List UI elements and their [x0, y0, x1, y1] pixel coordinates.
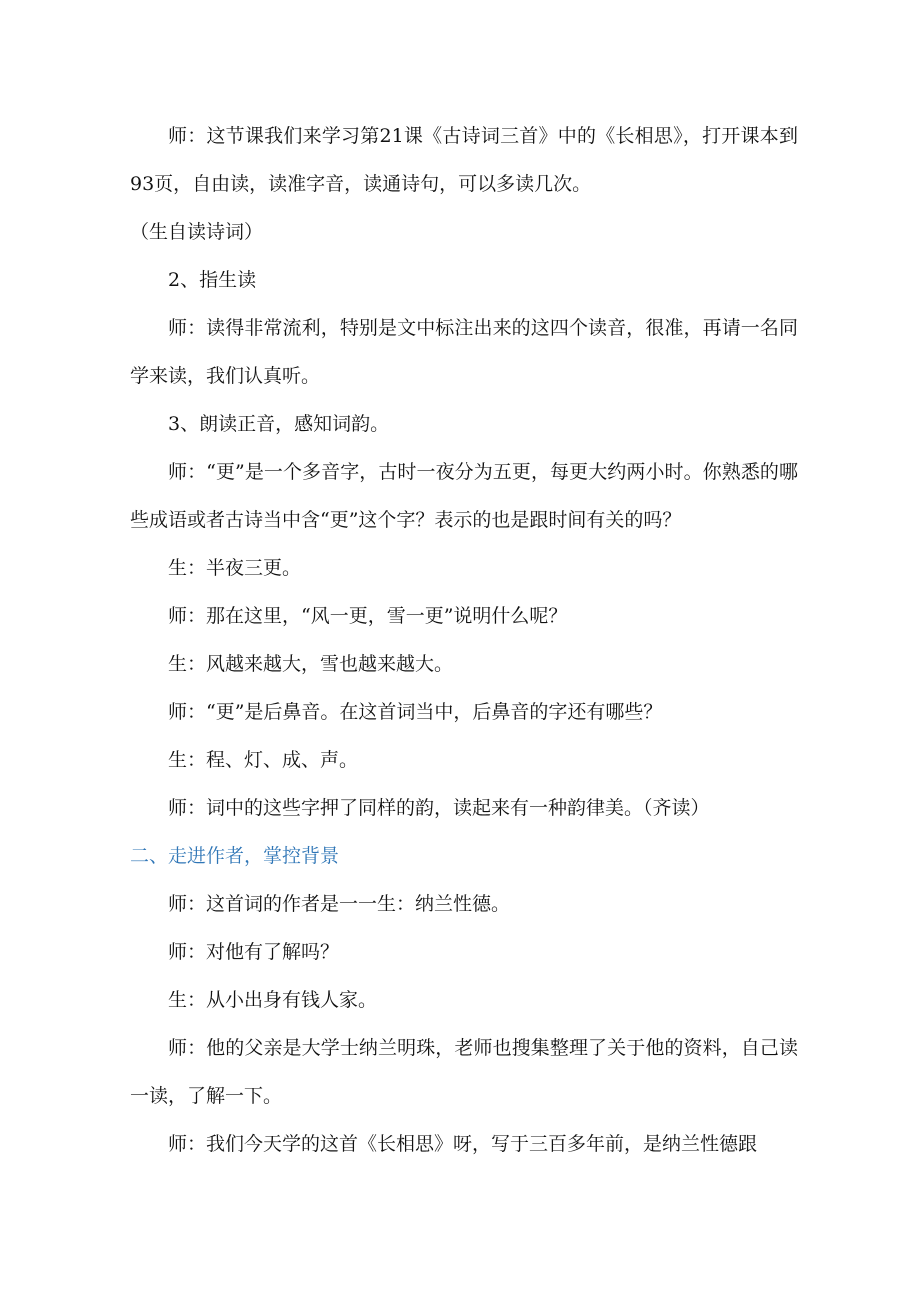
paragraph-teacher-rhyme: 师：词中的这些字押了同样的韵，读起来有一种韵律美。（齐读）: [168, 797, 710, 819]
paragraph-student-4: 生：从小出身有钱人家。: [168, 989, 378, 1011]
paragraph-teacher-geng: 师：“更”是一个多音字，古时一夜分为五更，每更大约两小时。你熟悉的哪些成语或者古诗当中含“更”这个字？表示的也是跟时间有关的吗？: [130, 461, 798, 531]
paragraph-teacher-father: 师：他的父亲是大学士纳兰明珠，老师也搜集整理了关于他的资料，自己读一读，了解一下。: [130, 1037, 798, 1107]
paragraph-teacher-today: 师：我们今天学的这首《长相思》呀，写于三百多年前，是纳兰性德跟: [168, 1133, 758, 1155]
section-heading: 二、走进作者，掌控背景: [130, 845, 340, 867]
paragraph-teacher-ask: 师：对他有了解吗？: [168, 941, 340, 963]
paragraph-teacher-author: 师：这首词的作者是一一生：纳兰性德。: [168, 893, 511, 915]
paragraph-teacher-praise: 师：读得非常流利，特别是文中标注出来的这四个读音，很准，再请一名同学来读，我们认真听。: [130, 317, 798, 387]
paragraph-step-2: 2、指生读: [168, 269, 257, 291]
paragraph-student-2: 生：风越来越大，雪也越来越大。: [168, 653, 454, 675]
paragraph-step-3: 3、朗读正音，感知词韵。: [168, 413, 390, 435]
paragraph-intro: 师：这节课我们来学习第21课《古诗词三首》中的《长相思》，打开课本到93页，自由读，读准字音，读通诗句，可以多读几次。: [130, 125, 798, 195]
paragraph-student-1: 生：半夜三更。: [168, 557, 302, 579]
paragraph-teacher-nasal: 师：“更”是后鼻音。在这首词当中，后鼻音的字还有哪些？: [168, 701, 663, 723]
paragraph-teacher-question: 师：那在这里，“风一更，雪一更”说明什么呢？: [168, 605, 568, 627]
paragraph-stage-direction: （生自读诗词）: [130, 221, 264, 243]
paragraph-student-3: 生：程、灯、成、声。: [168, 749, 359, 771]
